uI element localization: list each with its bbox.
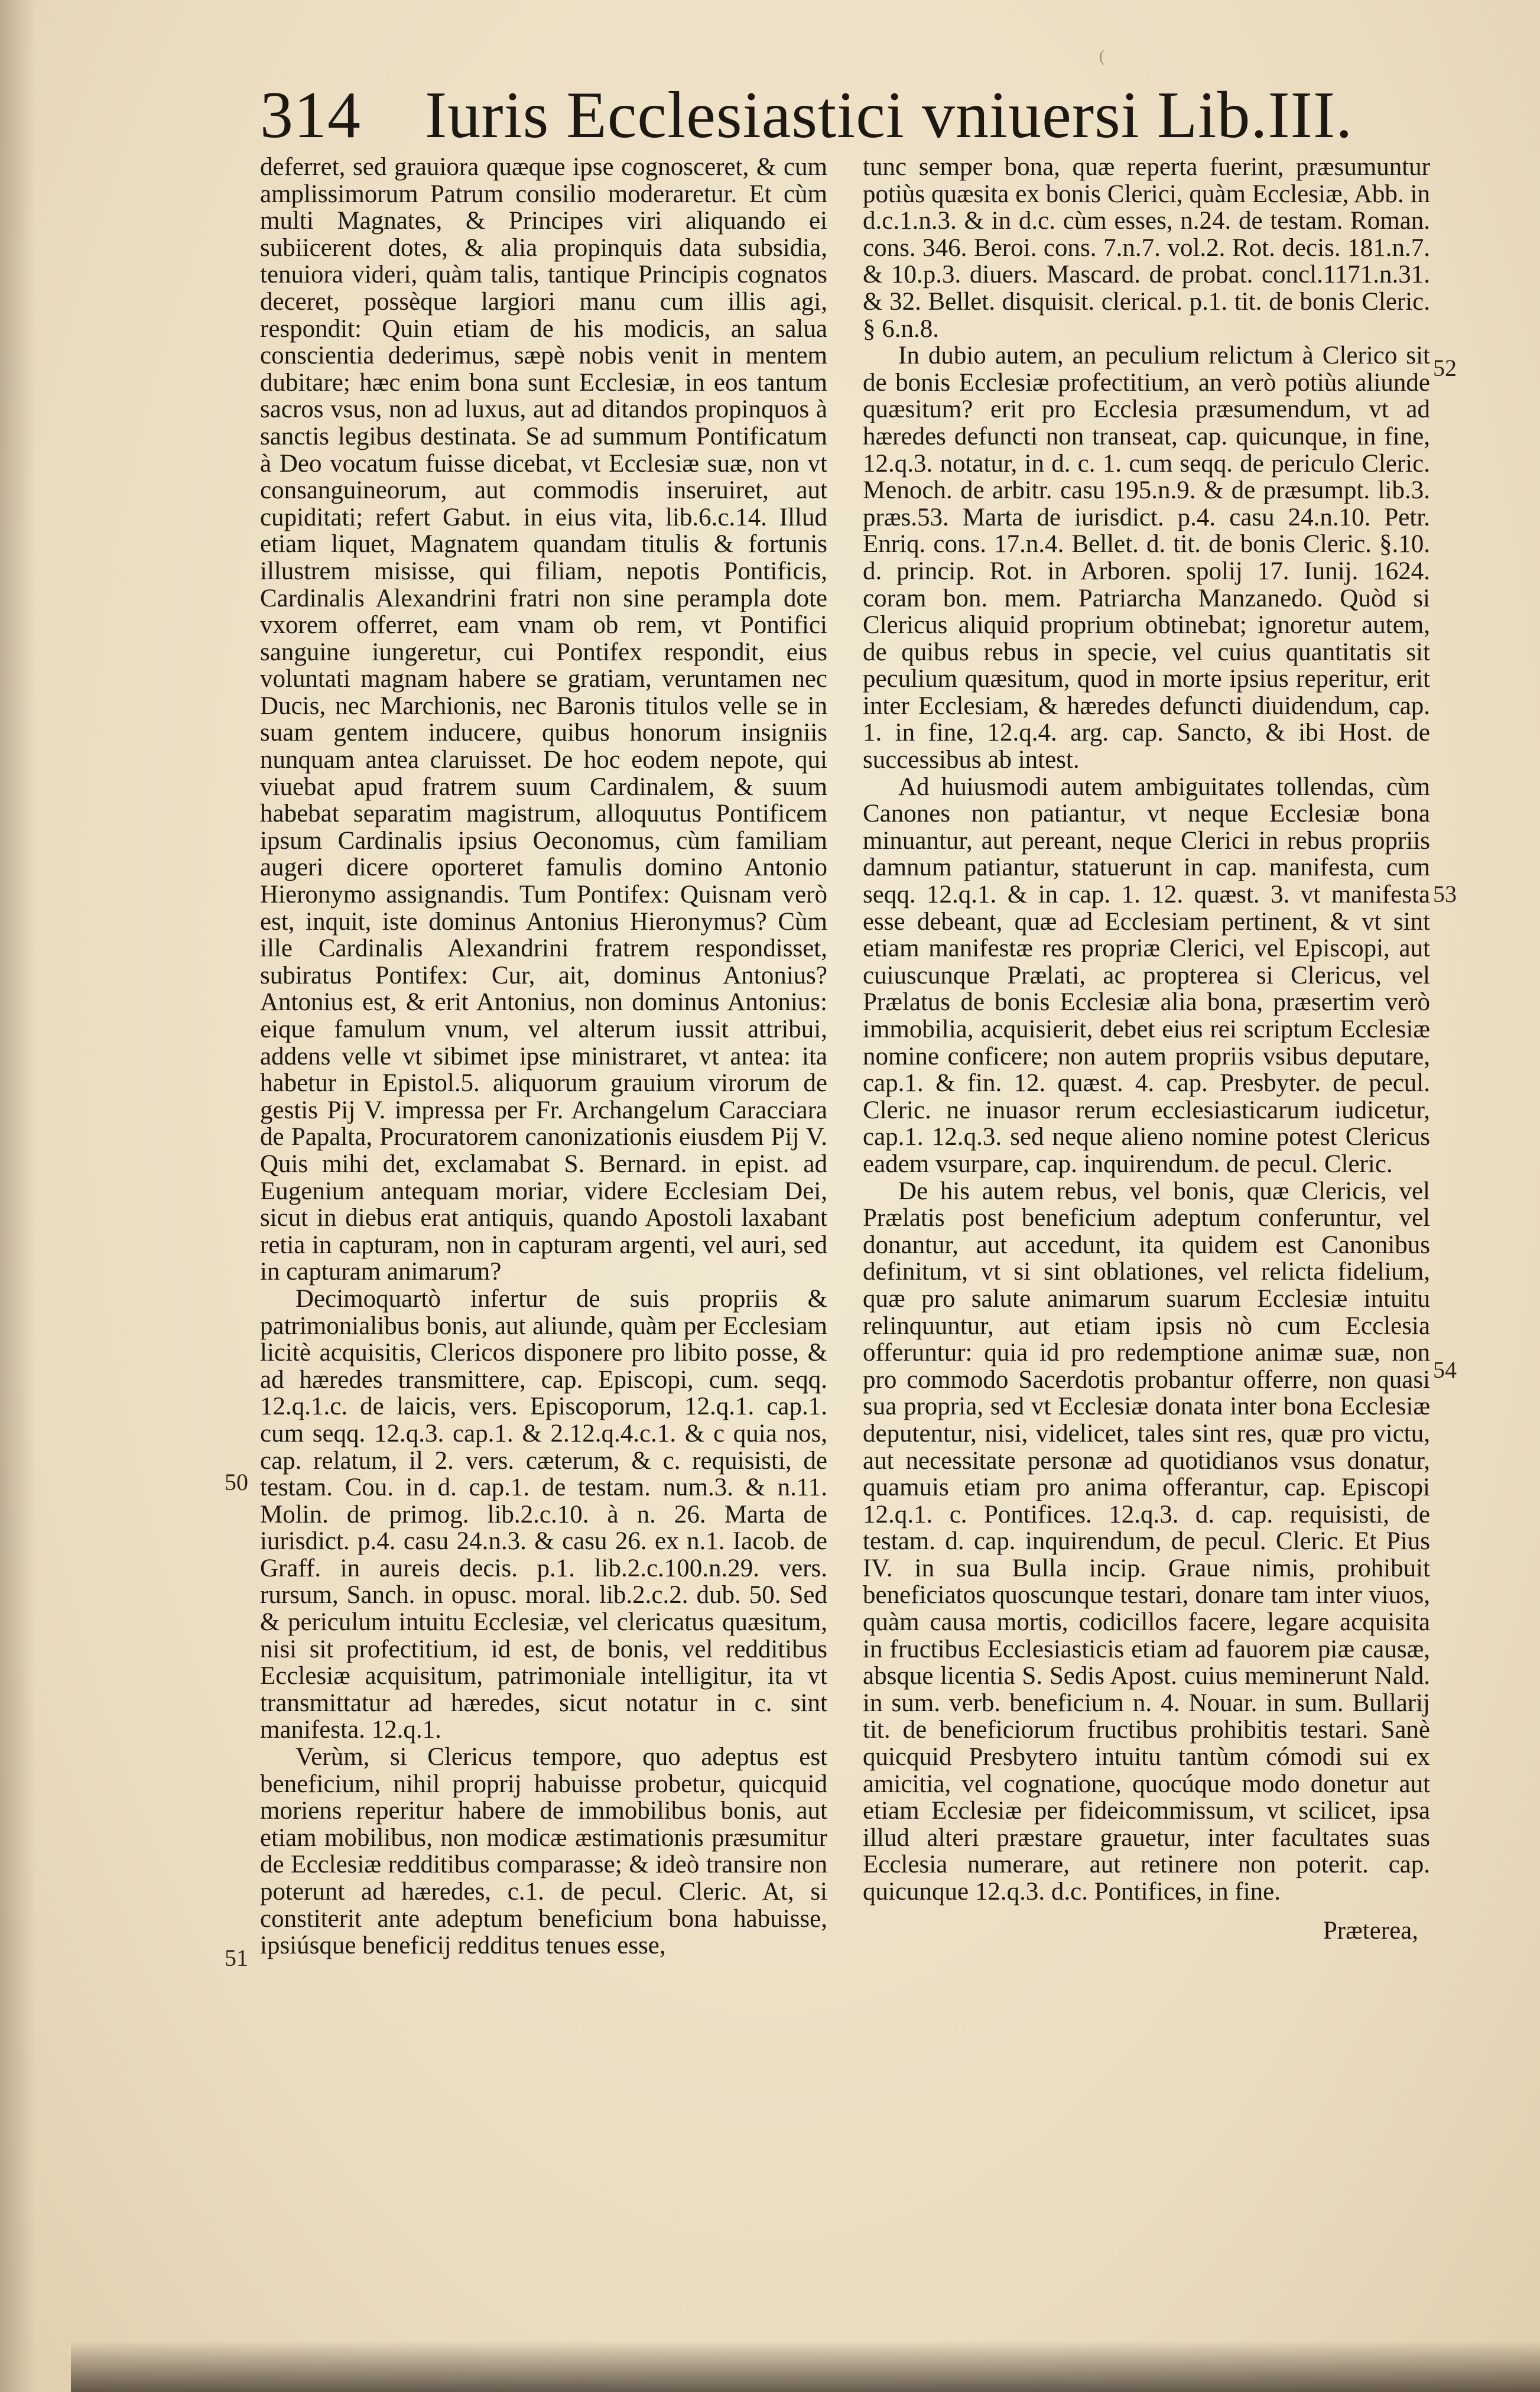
left-paragraph-3: Verùm, si Clericus tempore, quo adeptus est beneficium, nihil proprij habuisse probetur, quicquid moriens reperitur habere de immobilibus bonis, aut etiam mobilibus, non modicæ æstimationis præsumitur de Ecclesiæ redditibus comparasse; & ideò transire non poterunt ad hæredes, c.1. de pecul. Cleric. At, si constiterit ante adeptum beneficium bona habuisse, ipsiúsque beneficij redditus tenues esse, [260, 1743, 827, 1960]
running-title: Iuris Ecclesiastici vniuersi Lib.III. [425, 79, 1353, 152]
margin-number-52: 52 [1433, 355, 1457, 381]
left-paragraph-2: Decimoquartò infertur de suis propriis & patrimonialibus bonis, aut aliunde, quàm per Ecclesiam licitè acquisitis, Clericos disponere pro libito posse, & ad hæredes transmittere, cap. Episcopi, cum. seqq. 12.q.1.c. de laicis, vers. Episcoporum, 12.q.1. cap.1. cum seqq. 12.q.3. cap.1. & 2.12.q.4.c.1. & c quia nos, cap. relatum, il 2. vers. cæterum, & c. requisisti, de testam. Cou. in d. cap.1. de testam. num.3. & n.11. Molin. de primog. lib.2.c.10. à n. 26. Marta de iurisdict. p.4. casu 24.n.3. & casu 26. ex n.1. Iacob. de Graff. in aureis decis. p.1. lib.2.c.100.n.29. vers. rursum, Sanch. in opusc. moral. lib.2.c.2. dub. 50. Sed & periculum intuitu Ecclesiæ, vel clericatus quæsitum, nisi sit profectitium, id est, de bonis, vel redditibus Ecclesiæ acquisitum, patrimoniale intelligitur, ita vt transmittatur ad hæredes, sicut notatur in c. sint manifesta. 12.q.1. [260, 1284, 827, 1744]
margin-number-51: 51 [225, 1945, 248, 1971]
binding-shadow [0, 0, 35, 2392]
margin-number-53: 53 [1433, 881, 1457, 907]
margin-number-54: 54 [1433, 1356, 1457, 1383]
right-paragraph-4: De his autem rebus, vel bonis, quæ Clericis, vel Prælatis post beneficium adeptum conferuntur, vel donantur, aut accedunt, ita quidem est Canonibus definitum, vt si sint oblationes, vel relicta fidelium, quæ pro salute animarum suarum Ecclesiæ intuitu relinquuntur, aut etiam ipsis nò cum Ecclesia offeruntur: quia id pro redemptione animæ suæ, non pro commodo Sacerdotis probantur offerre, non quasi sua propria, sed vt Ecclesiæ donata inter bona Ecclesiæ deputentur, nisi, videlicet, tales sint res, quæ pro victu, aut necessitate personæ ad quotidianos vsus donatur, quamuis etiam pro anima offerantur, cap. Episcopi 12.q.1. c. Pontifices. 12.q.3. d. cap. requisisti, de testam. d. cap. inquirendum, de pecul. Cleric. Et Pius IV. in sua Bulla incip. Graue nimis, prohibuit beneficiatos quoscunque testari, donare tam inter viuos, quàm causa mortis, codicillos facere, legare acquisita in fructibus Ecclesiasticis etiam ad fauorem piæ causæ, absque licentia S. Sedis Apost. cuius meminerunt Nald. in sum. verb. beneficium n. 4. Nouar. in sum. Bullarij tit. de beneficiorum fructibus prohibitis testari. Sanè quicquid Presbytero intuitu tantùm cómodi sui ex amicitia, vel cognatione, quocúque modo donetur aut etiam Ecclesiæ per fideicommissum, vt scilicet, ipsa illud alteri præstare grauetur, inter facultates suas Ecclesia numerare, aut retinere non poterit. cap. quicunque 12.q.3. d.c. Pontifices, in fine. [863, 1177, 1430, 1906]
page-edge-shadow [71, 2341, 1540, 2392]
margin-number-50: 50 [225, 1469, 248, 1495]
margin-mark: ( [1099, 47, 1105, 66]
page-number: 314 [260, 79, 361, 152]
right-paragraph-3: Ad huiusmodi autem ambiguitates tollendas, cùm Canones non patiantur, vt neque Ecclesiæ bona minuantur, aut pereant, neque Clerici in rebus propriis damnum patiantur, statuerunt in cap. manifesta, cum seqq. 12.q.1. & in cap. 1. 12. quæst. 3. vt manifesta esse debeant, quæ ad Ecclesiam pertinent, & vt sint etiam manifestæ res propriæ Clerici, vel Episcopi, aut cuiuscunque Prælati, ac propterea si Clericus, vel Prælatus de bonis Ecclesiæ alia bona, præsertim verò immobilia, acquisierit, debet eius rei scriptum Ecclesiæ nomine conficere; non autem propriis vsibus deputare, cap.1. & fin. 12. quæst. 4. cap. Presbyter. de pecul. Cleric. ne inuasor rerum ecclesiasticarum iudicetur, cap.1. 12.q.3. sed neque alieno nomine potest Clericus eadem vsurpare, cap. inquirendum. de pecul. Cleric. [863, 773, 1430, 1178]
catchword: Præterea, [1323, 1916, 1418, 1945]
page-header [260, 77, 1383, 154]
right-paragraph-2: In dubio autem, an peculium relictum à Clerico sit de bonis Ecclesiæ profectitium, an verò potiùs aliunde quæsitum? erit pro Ecclesia præsumendum, vt ad hæredes defuncti non transeat, cap. quicunque, in fine, 12.q.3. notatur, in d. c. 1. cum seqq. de periculo Cleric. Menoch. de arbitr. casu 195.n.9. & de præsumpt. lib.3. præs.53. Marta de iurisdict. p.4. casu 24.n.10. Petr. Enriq. cons. 17.n.4. Bellet. d. tit. de bonis Cleric. §.10. d. princip. Rot. in Arboren. spolij 17. Iunij. 1624. coram bon. mem. Patriarcha Manzanedo. Quòd si Clericus aliquid proprium obtinebat; ignoretur autem, de quibus rebus in specie, vel cuius quantitatis sit peculium quæsitum, quod in morte ipsius reperitur, erit inter Ecclesiam, & hæredes defuncti diuidendum, cap. 1. in fine, 12.q.4. arg. cap. Sancto, & ibi Host. de successibus ab intest. [863, 342, 1430, 774]
left-column [260, 154, 827, 1959]
right-column [863, 154, 1430, 1944]
right-paragraph-1: tunc semper bona, quæ reperta fuerint, præsumuntur potiùs quæsita ex bonis Clerici, quàm Ecclesiæ, Abb. in d.c.1.n.3. & in d.c. cùm esses, n.24. de testam. Roman. cons. 346. Beroi. cons. 7.n.7. vol.2. Rot. decis. 181.n.7. & 10.p.3. diuers. Mascard. de probat. concl.1171.n.31. & 32. Bellet. disquisit. clerical. p.1. tit. de bonis Cleric. § 6.n.8. [863, 153, 1430, 343]
left-paragraph-1: deferret, sed grauiora quæque ipse cognosceret, & cum amplissimorum Patrum consilio moderaretur. Et cùm multi Magnates, & Principes viri aliquando ei subiicerent dotes, & alia propinquis data subsidia, tenuiora videri, quàm talis, tantique Principis cognatos deceret, possèque largiori manu cum illis agi, respondit: Quin etiam de his modicis, an salua conscientia dederimus, sæpè nobis venit in mentem dubitare; hæc enim bona sunt Ecclesiæ, in eos tantum sacros vsus, non ad luxus, aut ad ditandos propinquos à sanctis legibus destinata. Se ad summum Pontificatum à Deo vocatum fuisse dicebat, vt Ecclesiæ suæ, non vt consanguineorum, aut commodis inseruiret, aut cupiditati; refert Gabut. in eius vita, lib.6.c.14. Illud etiam liquet, Magnatem quandam titulis & fortunis illustrem misisse, qui filiam, nepotis Pontificis, Cardinalis Alexandrini fratri non sine perampla dote vxorem offerret, eam vnam ob rem, vt Pontifici sanguine iungeretur, cui Pontifex respondit, eius voluntati magnam habere se gratiam, veruntamen nec Ducis, nec Marchionis, nec Baronis titulos velle se in suam gentem inducere, quibus honorum insigniis nunquam antea claruisset. De hoc eodem nepote, qui viuebat apud fratrem suum Cardinalem, & suum habebat separatim magistrum, alloquutus Pontificem ipsum Cardinalis ipsius Oeconomus, cùm familiam augeri dicere oporteret famulis domino Antonio Hieronymo assignandis. Tum Pontifex: Quisnam verò est, inquit, iste dominus Antonius Hieronymus? Cùm ille Cardinalis Alexandrini fratrem respondisset, subiratus Pontifex: Cur, ait, dominus Antonius? Antonius est, & erit Antonius, non dominus Antonius: eique famulum vnum, vel alterum iussit attribui, addens velle vt sibimet ipse ministraret, vt antea: ita habetur in Epistol.5. aliquorum grauium virorum de gestis Pij V. impressa per Fr. Archangelum Caracciara de Papalta, Procuratorem canonizationis eiusdem Pij V. Quis mihi det, exclamabat S. Bernard. in epist. ad Eugenium antequam moriar, videre Ecclesiam Dei, sicut in diebus erat antiquis, quando Apostoli laxabant retia in capturam, non in capturam argenti, vel auri, sed in capturam animarum? [260, 153, 827, 1286]
